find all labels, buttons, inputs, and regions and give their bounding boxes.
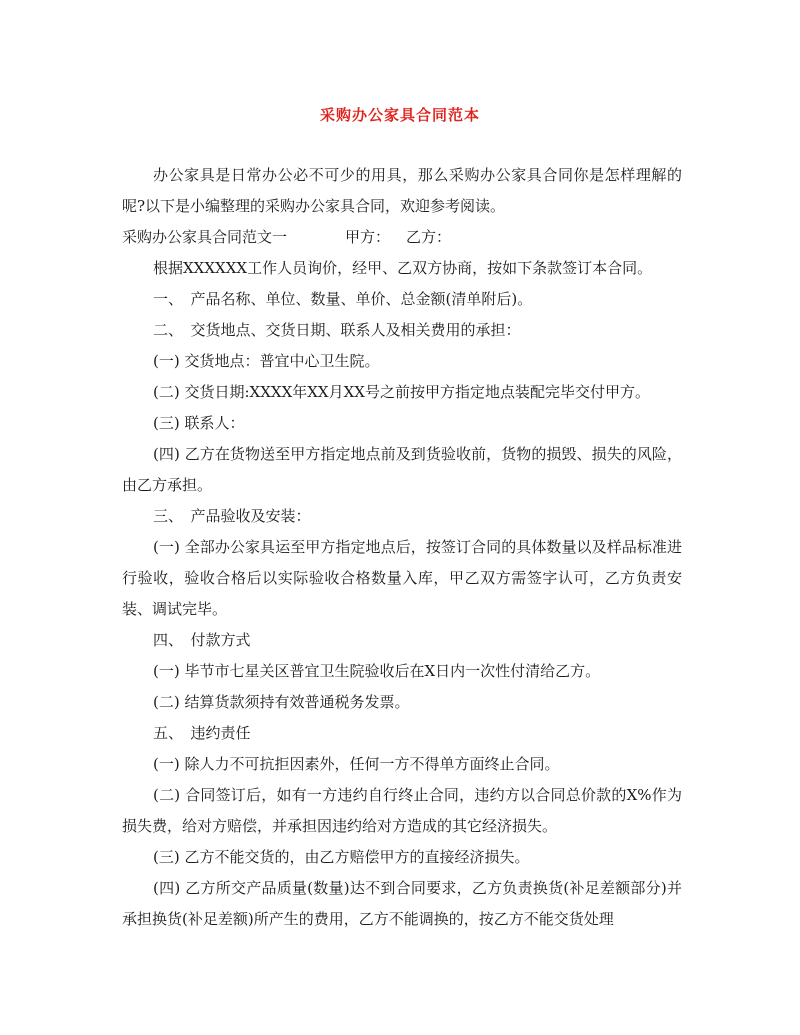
document-body <box>122 160 682 935</box>
clause-heading: 五、 违约责任 <box>153 724 251 742</box>
party-a-label: 甲方： <box>345 228 391 246</box>
paragraph: (一) 毕节市七星关区普宜卫生院验收后在X日内一次性付清给乙方。 <box>153 662 601 680</box>
paragraph: 根据XXXXXX工作人员询价，经甲、乙双方协商，按如下条款签订本合同。 <box>153 259 653 277</box>
paragraph: (一) 除人力不可抗拒因素外，任何一方不得单方面终止合同。 <box>153 755 560 773</box>
paragraph: (二) 结算货款须持有效普通税务发票。 <box>153 693 410 711</box>
intro-paragraph: 办公家具是日常办公必不可少的用具，那么采购办公家具合同你是怎样理解的呢?以下是小编整理的采购办公家具合同，欢迎参考阅读。 <box>122 166 682 215</box>
clause-heading: 四、 付款方式 <box>153 631 251 649</box>
paragraph: (三) 联系人： <box>153 414 245 432</box>
paragraph: (三) 乙方不能交货的，由乙方赔偿甲方的直接经济损失。 <box>153 848 530 866</box>
section-heading: 采购办公家具合同范文一 <box>122 228 288 246</box>
paragraph: (四) 乙方在货物送至甲方指定地点前及到货验收前，货物的损毁、损失的风险，由乙方承担。 <box>122 445 682 494</box>
party-b-label: 乙方： <box>406 228 452 246</box>
clause-heading: 二、 交货地点、交货日期、联系人及相关费用的承担： <box>153 321 521 339</box>
clause-heading: 一、 产品名称、单位、数量、单价、总金额(清单附后)。 <box>153 290 533 308</box>
document-title: 采购办公家具合同范本 <box>319 106 480 124</box>
paragraph: (二) 交货日期:XXXX年XX月XX号之前按甲方指定地点装配完毕交付甲方。 <box>153 383 650 401</box>
paragraph: (一) 交货地点：普宜中心卫生院。 <box>153 352 380 370</box>
paragraph: (一) 全部办公家具运至甲方指定地点后，按签订合同的具体数量以及样品标准进行验收，验收合格后以实际验收合格数量入库，甲乙双方需签字认可，乙方负责安装、调试完毕。 <box>122 538 682 618</box>
paragraph: (二) 合同签订后，如有一方违约自行终止合同，违约方以合同总价款的X%作为损失费，给对方赔偿，并承担因违约给对方造成的其它经济损失。 <box>122 786 682 835</box>
section-heading-line <box>122 222 682 253</box>
paragraph: (四) 乙方所交产品质量(数量)达不到合同要求，乙方负责换货(补足差额部分)并承担换货(补足差额)所产生的费用，乙方不能调换的，按乙方不能交货处理 <box>122 879 682 928</box>
clause-heading: 三、 产品验收及安装： <box>153 507 311 525</box>
